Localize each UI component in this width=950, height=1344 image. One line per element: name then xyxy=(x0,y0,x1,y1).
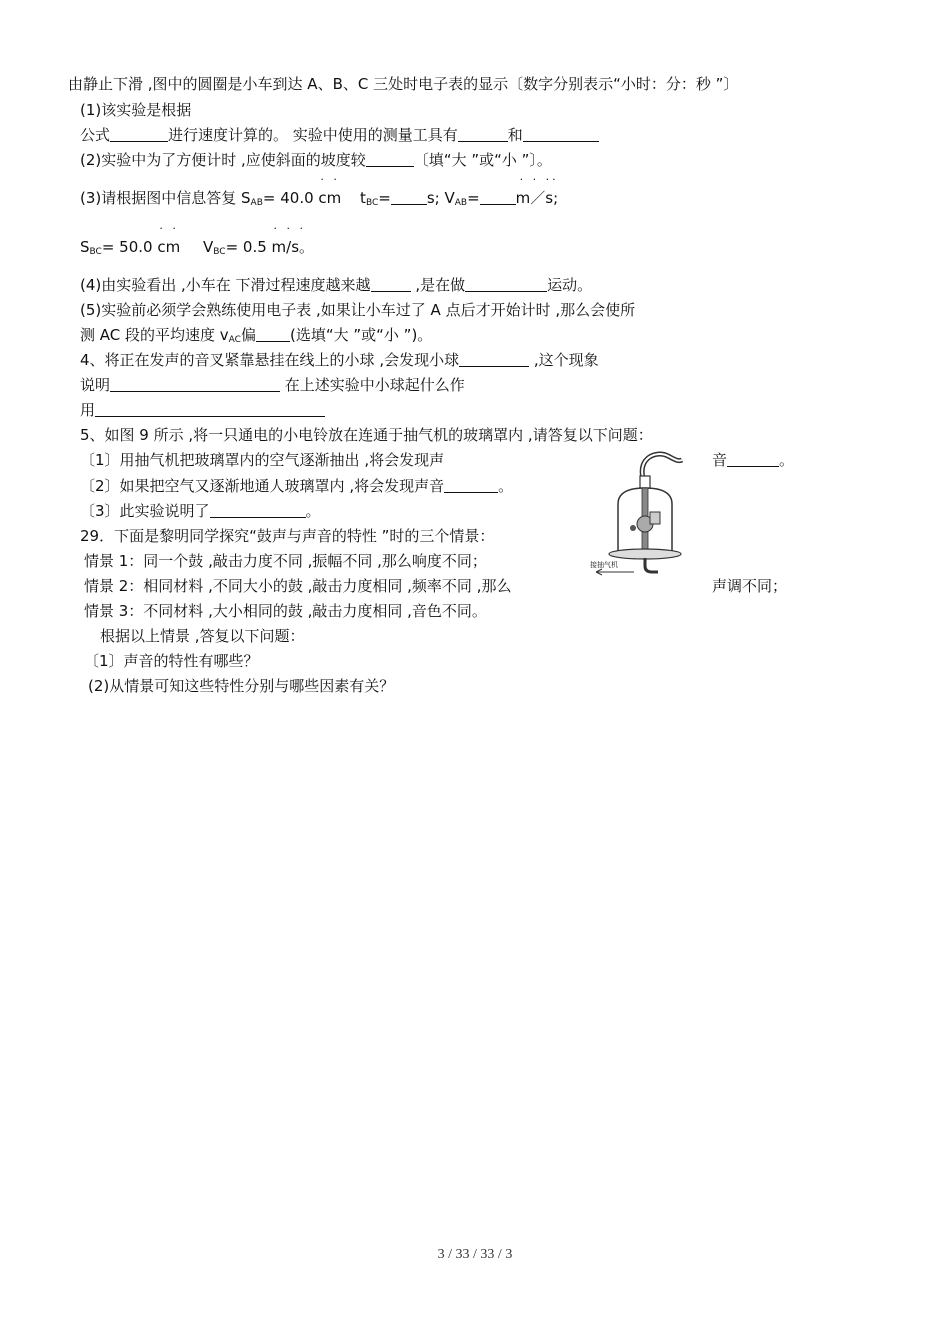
q5-text: 测 AC 段的平均速度 v xyxy=(80,326,229,344)
q2-hint: 〔填“大 ”或“小 ”〕。 xyxy=(413,151,552,169)
sab-value: = 40.0 xyxy=(262,189,319,207)
p29-lead: 根据以上情景 ,答复以下问题： xyxy=(100,627,305,645)
vbc-prefix: V xyxy=(203,238,214,256)
p4-text3: 用 xyxy=(80,401,96,419)
p29-case2: 情景 2：相同材料 ,不同大小的鼓 ,敲击力度相同 ,频率不同 ,那么 xyxy=(84,577,512,595)
q4-blank2[interactable] xyxy=(465,276,547,292)
vab-unit-text: m／s; xyxy=(515,189,559,207)
q1-formula-label: 公式 xyxy=(80,126,111,144)
q1-and-text: 和 xyxy=(507,126,523,144)
p5-s1-end: 。 xyxy=(779,451,795,469)
p4-blank1[interactable] xyxy=(459,351,529,367)
p29-title: 29．下面是黎明同学探究“鼓声与声音的特性 ”时的三个情景： xyxy=(80,527,495,545)
p5-blank1[interactable] xyxy=(727,451,779,467)
tbc-eq: = xyxy=(378,189,391,207)
q3-line1 xyxy=(80,173,559,213)
vbc-unit-dots: · · · xyxy=(273,222,307,235)
q4-line xyxy=(80,275,592,295)
sbc-subscript: BC xyxy=(89,247,102,257)
p5-s3-text: 〔3〕此实验说明了 xyxy=(80,502,210,520)
p5-s1: 〔1〕用抽气机把玻璃罩内的空气逐渐抽出 ,将会发现声 xyxy=(80,451,445,469)
q1-tools-text: 进行速度计算的。 实验中使用的测量工具有 xyxy=(168,126,458,144)
p5-s2 xyxy=(80,476,513,496)
q3-line2 xyxy=(80,222,315,262)
p4-line1 xyxy=(80,350,599,370)
vac-subscript: AC xyxy=(228,335,241,345)
vab-subscript: AB xyxy=(454,198,468,208)
p5-s1-sound: 音 xyxy=(712,451,728,469)
vab-blank[interactable] xyxy=(480,189,516,205)
sab-unit-text: cm xyxy=(318,189,342,207)
q1-formula-blank[interactable] xyxy=(110,126,168,142)
q5-bias: 偏 xyxy=(240,326,256,344)
vbc-subscript: BC xyxy=(213,247,226,257)
p4-blank2[interactable] xyxy=(110,376,280,392)
q3-prefix: (3)请根据图中信息答复 S xyxy=(80,189,251,207)
p5-title: 5、如图 9 所示 ,将一只通电的小电铃放在连通于抽气机的玻璃罩内 ,请答复以下问题： xyxy=(80,426,653,444)
q5-blank[interactable] xyxy=(256,326,290,342)
q1-line2 xyxy=(80,125,599,145)
p4-line2 xyxy=(80,375,465,395)
p4-text2b: 在上述实验中小球起什么作 xyxy=(280,376,465,394)
sab-unit xyxy=(318,173,342,208)
q4-end: 运动。 xyxy=(547,276,593,294)
p5-s1-right xyxy=(712,450,794,470)
p29-q2: (2)从情景可知这些特性分别与哪些因素有关？ xyxy=(88,677,395,695)
p4-blank3[interactable] xyxy=(95,401,325,417)
p5-blank3[interactable] xyxy=(210,502,306,518)
p4-text1: 4、将正在发声的音叉紧靠悬挂在线上的小球 ,会发现小球 xyxy=(80,351,460,369)
q4-text: (4)由实验看出 ,小车在 下滑过程速度越来越 xyxy=(80,276,371,294)
vbc-unit xyxy=(271,222,315,257)
sbc-prefix: S xyxy=(80,238,90,256)
sbc-unit-text: cm xyxy=(157,238,181,256)
vab-unit-dots: · · ·· xyxy=(519,173,559,186)
p5-s2-text: 〔2〕如果把空气又逐渐地通人玻璃罩内 ,将会发现声音 xyxy=(80,477,445,495)
sbc-value: = 50.0 xyxy=(101,238,158,256)
bell-jar-figure xyxy=(588,448,710,578)
tbc-label: t xyxy=(360,189,366,207)
q1-line1: (1)该实验是根据 xyxy=(80,101,192,119)
p29-q1: 〔1〕声音的特性有哪些？ xyxy=(84,652,259,670)
sab-unit-dots: · · xyxy=(320,173,340,186)
p29-case1: 情景 1：同一个鼓 ,敲击力度不同 ,振幅不同 ,那么响度不同； xyxy=(84,552,487,570)
q1-tool2-blank[interactable] xyxy=(523,126,599,142)
p5-s3 xyxy=(80,501,321,521)
p4-line3 xyxy=(80,400,325,420)
vab-eq: = xyxy=(467,189,480,207)
p5-s3-end: 。 xyxy=(305,502,321,520)
pump-label: 接抽气机 xyxy=(590,561,618,569)
vab-unit xyxy=(515,173,559,208)
q5-line1: (5)实验前必须学会熟练使用电子表 ,如果让小车过了 A 点后才开始计时 ,那么会使所 xyxy=(80,301,636,319)
q4-mid: ,是在做 xyxy=(410,276,466,294)
q4-blank1[interactable] xyxy=(371,276,411,292)
sbc-unit-dots: · · xyxy=(159,222,179,235)
vbc-value: = 0.5 xyxy=(225,238,272,256)
sbc-unit xyxy=(157,222,181,257)
p29-case3: 情景 3：不同材料 ,大小相同的鼓 ,敲击力度相同 ,音色不同。 xyxy=(84,602,487,620)
q5-hint: (选填“大 ”或“小 ”)。 xyxy=(289,326,433,344)
tbc-blank[interactable] xyxy=(391,189,427,205)
sab-subscript: AB xyxy=(250,198,263,208)
bell-jar-illustration xyxy=(588,448,710,578)
q1-tool1-blank[interactable] xyxy=(458,126,508,142)
p5-s2-end: 。 xyxy=(498,477,514,495)
p5-blank2[interactable] xyxy=(444,477,498,493)
intro-line: 由静止下滑 ,图中的圆圈是小车到达 A、B、C 三处时电子表的显示〔数字分别表示“小时：分：秒 ”〕 xyxy=(68,75,739,93)
page-footer: 3 / 33 / 33 / 3 xyxy=(437,1247,513,1262)
tbc-unit-vab: s; V xyxy=(426,189,455,207)
tbc-subscript: BC xyxy=(365,198,379,208)
q2-text: (2)实验中为了方便计时 ,应使斜面的坡度较 xyxy=(80,151,366,169)
p29-case2-right: 声调不同； xyxy=(712,577,788,595)
vbc-unit-text: m/s。 xyxy=(271,238,315,256)
q2-blank[interactable] xyxy=(366,151,414,167)
p4-text1b: ,这个现象 xyxy=(529,351,599,369)
p4-text2: 说明 xyxy=(80,376,111,394)
q5-line2 xyxy=(80,325,432,350)
q2-line xyxy=(80,150,552,170)
